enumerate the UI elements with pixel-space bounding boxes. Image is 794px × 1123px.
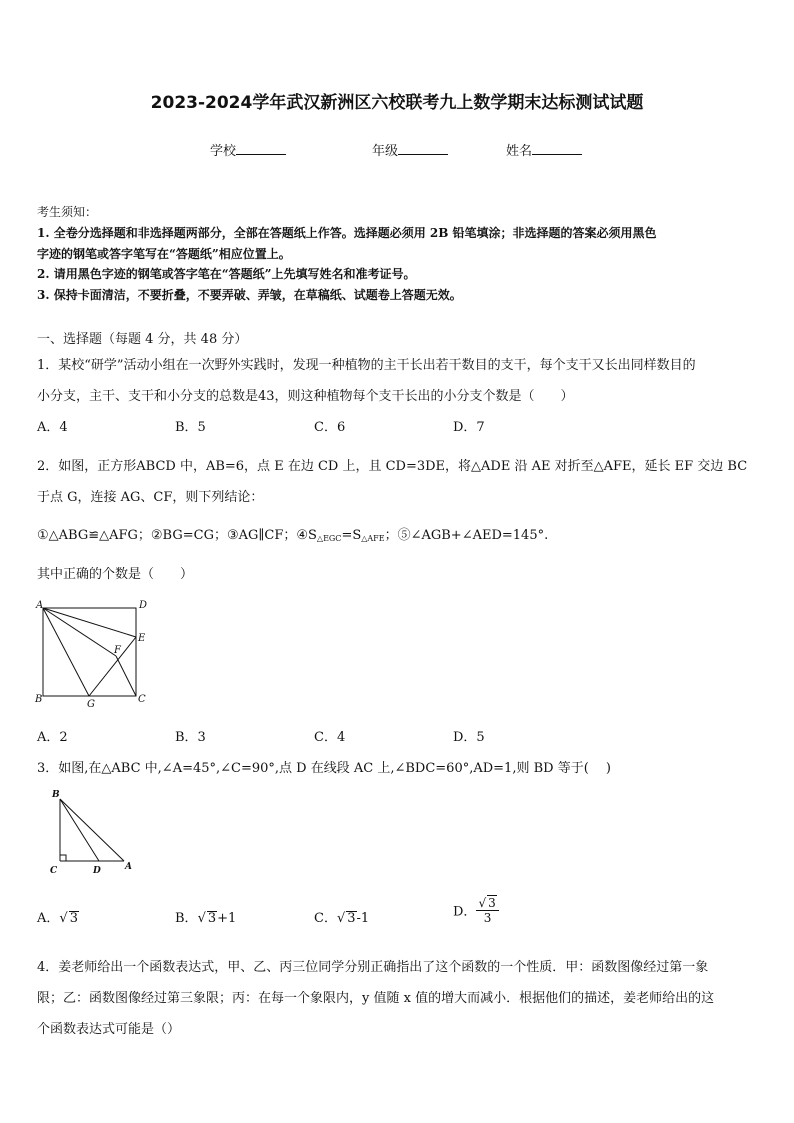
q3-option-d-label: D． <box>453 904 477 920</box>
q2-sub-afe: △AFE <box>361 534 385 543</box>
q2-eq: =S <box>341 528 362 543</box>
q2-label-e: E <box>138 633 146 644</box>
q3-label-b: B <box>52 790 60 800</box>
grade-field <box>372 140 448 159</box>
q2-segment-ag <box>43 608 89 696</box>
school-label: 学校 <box>210 144 237 159</box>
q3-line-1: 3．如图,在△ABC 中,∠A=45°,∠C=90°,点 D 在线段 AC 上,∠BDC=60°,AD=1,则 BD 等于( ) <box>37 761 611 776</box>
notice-item-3: 3. 保持卡面清洁，不要折叠，不要弄破、弄皱，在草稿纸、试题卷上答题无效。 <box>37 288 462 302</box>
q2-sub-egc: △EGC <box>316 534 342 543</box>
q2-label-d: D <box>139 600 148 611</box>
q4-line-1: 4．姜老师给出一个函数表达式，甲、乙、丙三位同学分别正确指出了这个函数的一个性质．甲：函数图像经过第一象 <box>37 960 709 975</box>
notice-heading: 考生须知： <box>37 205 98 219</box>
name-label: 姓名 <box>506 144 533 159</box>
sqrt-icon: √ <box>478 896 487 910</box>
q3-option-d-denominator: 3 <box>483 911 492 925</box>
q1-option-c: C．6 <box>314 420 346 435</box>
q3-figure <box>42 782 142 878</box>
q4-line-3: 个函数表达式可能是（） <box>37 1022 181 1037</box>
q3-option-d-num-rad: 3 <box>488 896 496 910</box>
q2-label-a: A <box>36 600 44 611</box>
q3-right-angle-mark <box>60 855 66 861</box>
notice-item-2: 2. 请用黑色字迹的钢笔或答字笔在“答题纸”上先填写姓名和准考证号。 <box>37 267 416 281</box>
q2-label-f: F <box>114 645 121 656</box>
q2-conclusions-a: ①△ABG≌△AFG；②BG=CG；③AG∥CF；④S <box>37 528 317 543</box>
q2-option-b: B．3 <box>175 730 206 745</box>
notice-item-1b: 字迹的钢笔或答字笔写在“答题纸”相应位置上。 <box>37 247 291 261</box>
grade-blank[interactable] <box>398 142 448 155</box>
q3-option-c <box>314 907 369 926</box>
q2-line-2: 于点 G，连接 AG、CF，则下列结论： <box>37 490 264 505</box>
q2-label-b: B <box>35 694 43 705</box>
sqrt-icon: √ <box>336 911 346 926</box>
q2-option-d: D．5 <box>453 730 485 745</box>
q2-option-a: A．2 <box>37 730 68 745</box>
q3-label-c: C <box>50 866 58 876</box>
q3-option-d-numerator <box>476 895 498 911</box>
notice-item-1a: 1. 全卷分选择题和非选择题两部分，全部在答题纸上作答。选择题必须用 2B 铅笔填涂；非选择题的答案必须用黑色 <box>37 226 657 240</box>
grade-label: 年级 <box>372 144 399 159</box>
q2-label-c: C <box>138 694 146 705</box>
q3-option-c-rad: 3 <box>347 911 356 926</box>
q2-label-g: G <box>87 699 95 710</box>
q3-option-c-label: C． <box>314 911 337 926</box>
sqrt-icon: √ <box>59 911 68 926</box>
q2-segment-fc <box>116 656 136 696</box>
school-field <box>210 140 286 159</box>
q3-option-b-tail: +1 <box>217 911 237 926</box>
q2-line-4: 其中正确的个数是（ ） <box>37 567 194 582</box>
q2-figure <box>30 596 155 712</box>
q2-segment-eg <box>89 637 136 696</box>
q3-option-b-label: B． <box>175 911 198 926</box>
q1-option-a: A．4 <box>37 420 68 435</box>
school-blank[interactable] <box>236 142 286 155</box>
q2-conclusions <box>37 524 548 543</box>
q3-option-a-rad: 3 <box>69 911 78 926</box>
page-title: 2023-2024学年武汉新洲区六校联考九上数学期末达标测试试题 <box>150 93 644 113</box>
name-blank[interactable] <box>532 142 582 155</box>
q3-option-a-label: A． <box>37 911 60 926</box>
q3-segment-bd <box>60 799 99 861</box>
q3-side-ab <box>60 799 124 861</box>
q3-option-c-tail: -1 <box>356 911 370 926</box>
q3-label-d: D <box>93 866 101 876</box>
q2-segment-ae <box>43 608 136 637</box>
name-field <box>506 140 582 159</box>
q1-line-1: 1．某校“研学”活动小组在一次野外实践时，发现一种植物的主干长出若干数目的支干，每个支干又长出同样数目的 <box>37 358 696 373</box>
q1-option-d: D．7 <box>453 420 485 435</box>
section-heading: 一、选择题（每题 4 分，共 48 分） <box>37 332 248 347</box>
q3-option-a <box>37 907 79 926</box>
q3-option-b <box>175 907 236 926</box>
q2-line-1: 2．如图，正方形ABCD 中，AB=6，点 E 在边 CD 上，且 CD=3DE，将△ADE 沿 AE 对折至△AFE，延长 EF 交边 BC <box>37 459 748 474</box>
q2-square <box>43 608 136 696</box>
q4-line-2: 限；乙：函数图像经过第三象限；丙：在每一个象限内，y 值随 x 值的增大而减小．根据他们的描述，姜老师给出的这 <box>37 991 715 1006</box>
q3-option-d-fraction <box>476 895 498 925</box>
q3-label-a: A <box>125 862 132 872</box>
q2-option-c: C．4 <box>314 730 346 745</box>
q2-segment-af <box>43 608 116 656</box>
q1-line-2: 小分支，主干、支干和小分支的总数是43，则这种植物每个支干长出的小分支个数是（ ） <box>37 389 574 404</box>
q1-option-b: B．5 <box>175 420 206 435</box>
q2-conclusions-b: ；⑤∠AGB+∠AED=145°. <box>384 528 549 543</box>
q3-option-d <box>453 895 499 925</box>
q3-option-b-rad: 3 <box>207 911 217 926</box>
sqrt-icon: √ <box>197 911 206 926</box>
